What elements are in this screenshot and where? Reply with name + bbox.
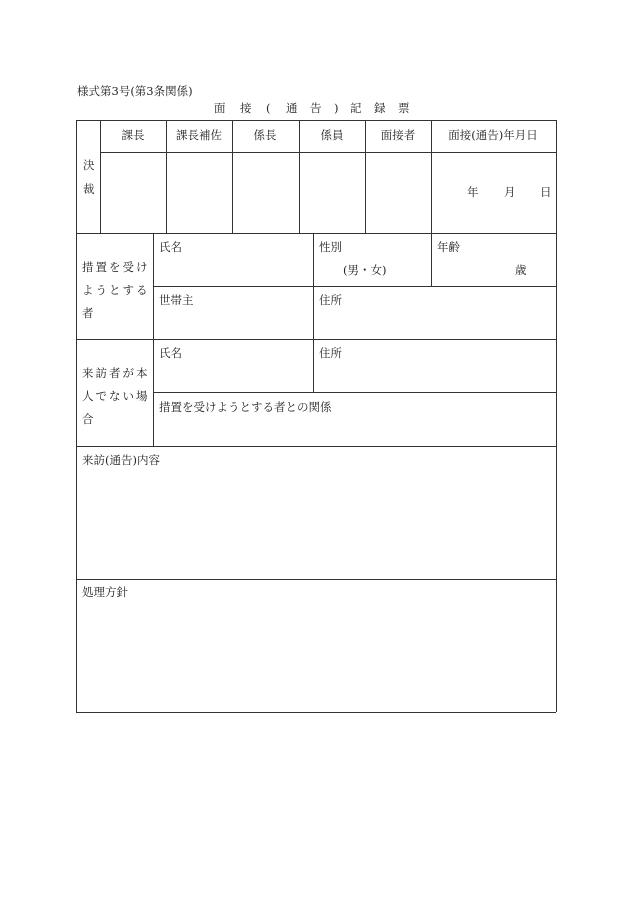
date-year-label: 年 <box>467 185 479 199</box>
table-rule <box>431 233 432 286</box>
visitor-address-label: 住所 <box>319 346 342 360</box>
header-interview-date: 面接(通告)年月日 <box>448 128 538 142</box>
subject-label-line: 者 <box>82 306 96 320</box>
visitor-name-label: 氏名 <box>159 346 182 360</box>
visit-content-label: 来訪(通告)内容 <box>82 453 160 467</box>
table-border <box>76 712 556 713</box>
title-char: 面 <box>214 101 226 115</box>
table-rule <box>313 233 314 339</box>
title-char: 記 <box>350 101 362 115</box>
form-number: 様式第3号(第3条関係) <box>77 84 193 98</box>
table-rule <box>365 120 366 233</box>
subject-section-label <box>82 256 150 325</box>
subject-label-line: ようとする <box>82 283 150 297</box>
subject-name-label: 氏名 <box>159 240 182 254</box>
table-border <box>76 120 556 121</box>
title-char: ) <box>334 101 339 115</box>
header-staff: 係員 <box>320 128 344 142</box>
title-char: 告 <box>310 101 322 115</box>
subject-age-label: 年齢 <box>437 240 460 254</box>
header-section-chief: 課長 <box>121 128 145 142</box>
visitor-label-line: 来訪者が本 <box>82 366 150 380</box>
table-border <box>76 120 77 712</box>
table-rule <box>232 120 233 233</box>
visitor-section-label <box>82 362 150 431</box>
header-interviewer: 面接者 <box>380 128 416 142</box>
approval-label-2: 裁 <box>83 182 95 196</box>
subject-address-label: 住所 <box>319 293 342 307</box>
table-rule <box>76 446 556 447</box>
table-rule <box>76 339 556 340</box>
title-char: 通 <box>286 101 298 115</box>
table-rule <box>431 120 432 233</box>
date-month-label: 月 <box>504 185 516 199</box>
header-subsection-chief: 係長 <box>253 128 277 142</box>
visitor-label-line: 人でない場 <box>82 389 150 403</box>
table-rule <box>313 339 314 392</box>
subject-sex-options: (男・女) <box>343 263 387 277</box>
table-rule <box>166 120 167 233</box>
table-rule <box>100 120 101 233</box>
subject-label-line: 措置を受け <box>82 260 150 274</box>
title-char: 接 <box>240 101 252 115</box>
householder-label: 世帯主 <box>159 293 194 307</box>
table-rule <box>76 233 556 234</box>
title-char: 録 <box>374 101 386 115</box>
subject-sex-label: 性別 <box>319 240 342 254</box>
table-rule <box>100 152 556 153</box>
subject-age-unit: 歳 <box>515 263 527 277</box>
table-rule <box>153 286 556 287</box>
table-border <box>556 120 557 712</box>
title-char: ( <box>266 101 271 115</box>
table-rule <box>153 233 154 446</box>
date-day-label: 日 <box>540 185 552 199</box>
header-deputy-chief: 課長補佐 <box>176 128 222 142</box>
visitor-relation-label: 措置を受けようとする者との関係 <box>159 400 332 414</box>
title-char: 票 <box>398 101 410 115</box>
table-rule <box>153 392 556 393</box>
table-rule <box>76 579 556 580</box>
table-rule <box>299 120 300 233</box>
visitor-label-line: 合 <box>82 412 96 426</box>
approval-label-1: 決 <box>83 158 95 172</box>
processing-policy-label: 処理方針 <box>82 585 128 599</box>
